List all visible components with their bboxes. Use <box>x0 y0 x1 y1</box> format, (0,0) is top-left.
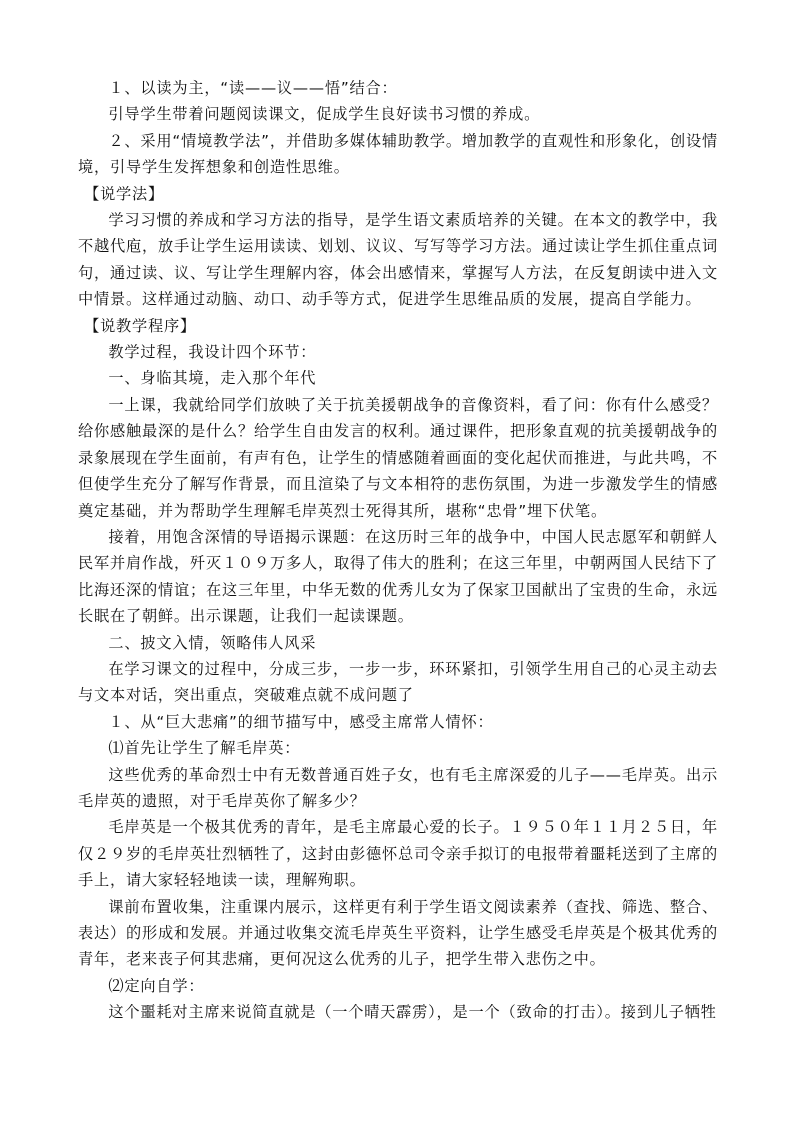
paragraph-anying-intro: 这些优秀的革命烈士中有无数普通百姓子女，也有毛主席深爱的儿子——毛岸英。出示毛岸英的遗照，对于毛岸英你了解多少？ <box>78 765 718 810</box>
paragraph-method-1: １、以读为主，“读——议——悟”结合： <box>108 79 398 97</box>
paragraph-method-1-detail: 引导学生带着问题阅读课文，促成学生良好读书习惯的养成。 <box>108 105 541 124</box>
paragraph-step-1-video: 一上课，我就给同学们放映了关于抗美援朝战争的音像资料，看了问：你有什么感受？给你感触最深的是什么？给学生自由发言的权利。通过课件，把形象直观的抗美援朝战争的录象展现在学生面前，有声有色，让学生的情感随着画面的变化起伏而推进，与此共鸣，不但使学生充分了解写作背景，而且渲染了与文本相符的悲伤氛围，为进一步激发学生的情感奠定基础，并为帮助学生理解毛岸英烈士死得其所，堪称“忠骨”埋下伏笔。 <box>78 395 718 520</box>
paragraph-step-2-intro: 在学习课文的过程中，分成三步，一步一步，环环紧扣，引领学生用自己的心灵主动去与文本对话，突出重点，突破难点就不成问题了 <box>78 659 718 705</box>
section-heading-study-method: 【说学法】 <box>84 184 165 203</box>
paragraph-collection: 课前布置收集，注重课内展示，这样更有利于学生语文阅读素养（查找、筛选、整合、表达）的形成和发展。并通过收集交流毛岸英生平资料，让学生感受毛岸英是个极其优秀的青年，老来丧子何其悲痛，更何况这么优秀的儿子，把学生带入悲伤之中。 <box>78 897 718 969</box>
subheading-step-1: 一、身临其境，走入那个年代 <box>108 369 317 388</box>
document-page <box>78 75 718 1026</box>
section-heading-teaching-procedure: 【说教学程序】 <box>84 316 196 335</box>
paragraph-study-method: 学习习惯的养成和学习方法的指导，是学生语文素质培养的关键。在本文的教学中，我不越代庖，放手让学生运用读读、划划、议议、写写等学习方法。通过读让学生抓住重点词句，通过读、议、写让学生理解内容，体会出感情来，掌握写人方法，在反复朗读中进入文中情景。这样通过动脑、动口、动手等方式，促进学生思维品质的发展，提高自学能力。 <box>78 211 718 309</box>
paragraph-news-shock: 这个噩耗对主席来说简直就是（一个晴天霹雳），是一个（致命的打击）。接到儿子牺牲 <box>108 1003 717 1022</box>
subheading-step-2-1-a: ⑴首先让学生了解毛岸英： <box>108 739 301 758</box>
subheading-step-2: 二、披文入情，领略伟人风采 <box>108 633 317 652</box>
paragraph-method-2: ２、采用“情境教学法”，并借助多媒体辅助教学。增加教学的直观性和形象化，创设情境，引导学生发挥想象和创造性思维。 <box>78 131 718 177</box>
paragraph-procedure-intro: 教学过程，我设计四个环节： <box>108 343 317 362</box>
subheading-step-2-1-b: ⑵定向自学： <box>108 976 205 995</box>
paragraph-anying-bio: 毛岸英是一个极其优秀的青年，是毛主席最心爱的长子。１９５０年１１月２５日，年仅２９岁的毛岸英壮烈牺牲了，这封由彭德怀总司令亲手拟订的电报带着噩耗送到了主席的手上，请大家轻轻地读一读，理解殉职。 <box>78 818 718 890</box>
paragraph-step-1-title: 接着，用饱含深情的导语揭示课题：在这历时三年的战争中，中国人民志愿军和朝鲜人民军并肩作战，歼灭１０９万多人，取得了伟大的胜利；在这三年里，中朝两国人民结下了比海还深的情谊；在这三年里，中华无数的优秀儿女为了保家卫国献出了宝贵的生命，永远长眠在了朝鲜。出示课题，让我们一起读课题。 <box>78 527 718 626</box>
subheading-step-2-1: １、从“巨大悲痛”的细节描写中，感受主席常人情怀： <box>108 712 494 731</box>
